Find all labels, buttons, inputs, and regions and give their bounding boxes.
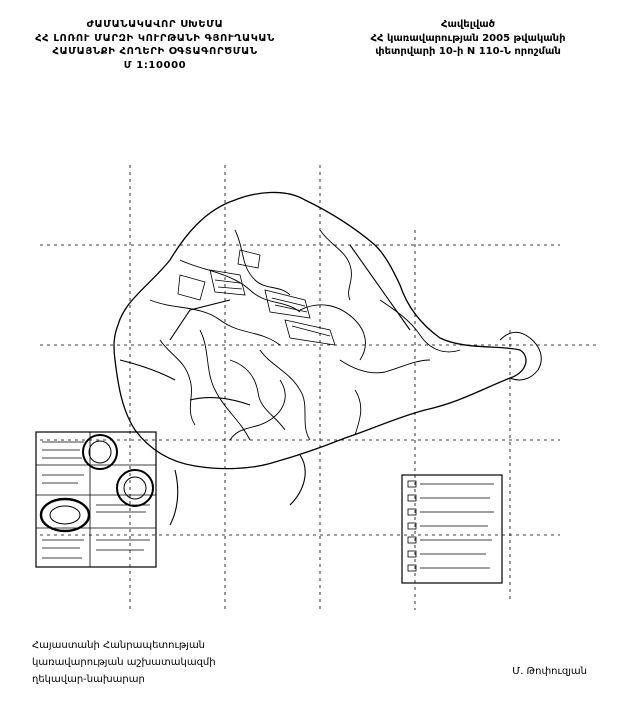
scale-label: Մ 1:10000: [123, 59, 187, 71]
title-line-3: ՀԱՄԱՅՆՔԻ ՀՈՂԵՐԻ ՕԳՏԱԳՈՐԾՄԱՆ: [52, 46, 258, 57]
land-use-map: [0, 150, 621, 620]
position-line-1: Հայաստանի Հանրապետության: [32, 640, 206, 651]
appendix-line-2: ՀՀ կառավարության 2005 թվականի: [370, 32, 566, 44]
map-legend: [402, 475, 502, 583]
appendix-line-1: Հավելված: [440, 19, 496, 30]
stamps-panel: [36, 432, 156, 567]
position-line-3: ղեկավար-նախարար: [32, 674, 145, 685]
road-lines: [120, 245, 410, 525]
round-seal-1: [83, 435, 117, 469]
position-line-2: կառավարության աշխատակազմի: [32, 657, 216, 668]
appendix-line-3: փետրվարի 10-ի N 110-Ն որոշման: [375, 46, 561, 57]
signatory-name: Մ. Թոփուզյան: [512, 666, 587, 677]
parcel-lines: [150, 230, 460, 440]
signatory-position: [32, 637, 216, 688]
map-title-block: [0, 18, 310, 72]
title-line-2: ՀՀ ԼՈՌՈՒ ՄԱՐԶԻ ԿՈՒՐԹԱՆԻ ԳՅՈՒՂԱԿԱՆ: [35, 32, 275, 44]
appendix-header: [318, 18, 618, 59]
village-cluster: [178, 250, 335, 345]
round-seal-2: [117, 470, 153, 506]
round-seal-3: [41, 499, 89, 531]
map-grid: [40, 165, 600, 610]
title-line-1: ԺԱՄԱՆԱԿԱՎՈՐ ՍԽԵՄԱ: [86, 19, 224, 30]
